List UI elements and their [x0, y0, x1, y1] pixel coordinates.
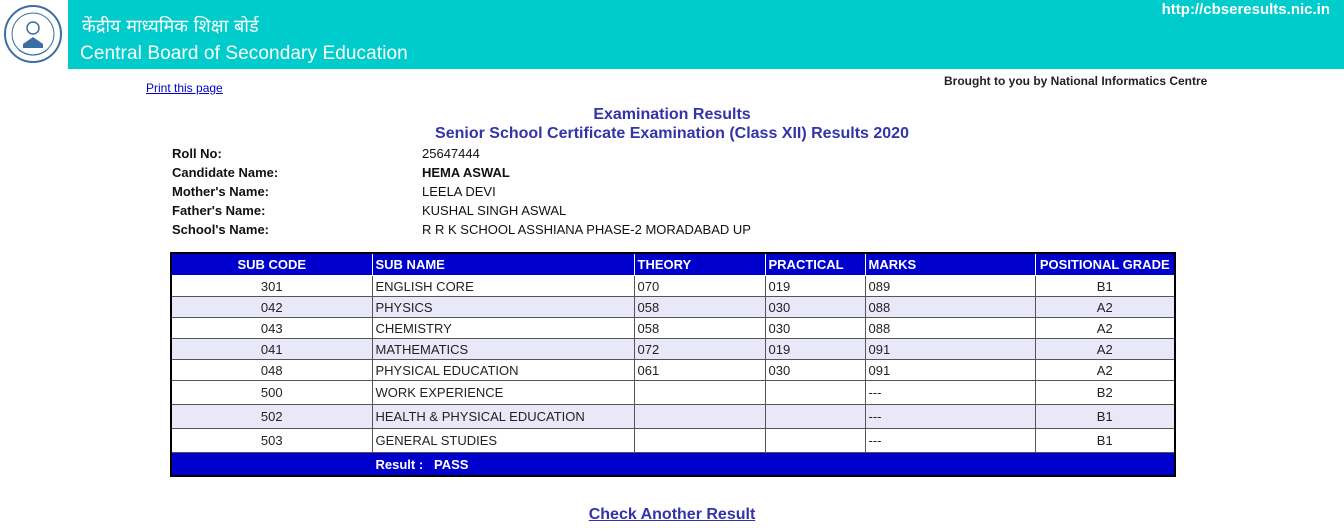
check-another-container [0, 506, 1344, 524]
table-row [171, 360, 1175, 381]
roll-no-label: Roll No: [172, 146, 222, 161]
hindi-title: केंद्रीय माध्यमिक शिक्षा बोर्ड [82, 16, 259, 37]
header-sub-code: SUB CODE [171, 253, 372, 276]
sub-name-cell: MATHEMATICS [372, 339, 634, 360]
sub-name-cell: PHYSICS [372, 297, 634, 318]
table-row [171, 318, 1175, 339]
sub-code-cell: 301 [171, 276, 372, 297]
sub-name-cell: PHYSICAL EDUCATION [372, 360, 634, 381]
practical-cell: 019 [765, 276, 865, 297]
theory-cell: 058 [634, 318, 765, 339]
practical-cell [765, 381, 865, 405]
theory-cell: 061 [634, 360, 765, 381]
print-page-link[interactable]: Print this page [146, 81, 223, 95]
marks-cell: 088 [865, 318, 1035, 339]
practical-cell: 030 [765, 360, 865, 381]
grade-cell: A2 [1035, 318, 1175, 339]
result-value: PASS [434, 456, 469, 472]
school-name-label: School's Name: [172, 222, 270, 237]
table-row [171, 405, 1175, 429]
marks-cell: 089 [865, 276, 1035, 297]
sub-name-cell: HEALTH & PHYSICAL EDUCATION [372, 405, 634, 429]
page-title: Examination Results [593, 106, 751, 123]
marks-cell: --- [865, 405, 1035, 429]
marks-cell: --- [865, 381, 1035, 405]
theory-cell [634, 405, 765, 429]
candidate-name-value: HEMA ASWAL [422, 165, 510, 180]
table-header-row [171, 253, 1175, 276]
site-header [0, 0, 1344, 69]
sub-name-cell: WORK EXPERIENCE [372, 381, 634, 405]
english-title: Central Board of Secondary Education [80, 43, 408, 64]
theory-cell: 058 [634, 297, 765, 318]
theory-cell [634, 381, 765, 405]
sub-code-cell: 041 [171, 339, 372, 360]
header-practical: PRACTICAL [765, 253, 865, 276]
practical-cell [765, 429, 865, 453]
cbse-emblem-icon [3, 4, 63, 64]
roll-no-value: 25647444 [422, 146, 480, 161]
mother-name-value: LEELA DEVI [422, 184, 496, 199]
practical-cell [765, 405, 865, 429]
table-row [171, 276, 1175, 297]
practical-cell: 019 [765, 339, 865, 360]
site-url: http://cbseresults.nic.in [1161, 1, 1330, 18]
nic-credit: Brought to you by National Informatics Centre [944, 74, 1208, 88]
grade-cell: B1 [1035, 276, 1175, 297]
result-spacer [171, 453, 372, 477]
theory-cell [634, 429, 765, 453]
table-row [171, 297, 1175, 318]
emblem-container [0, 0, 68, 69]
sub-name-cell: CHEMISTRY [372, 318, 634, 339]
sub-code-cell: 048 [171, 360, 372, 381]
father-name-label: Father's Name: [172, 203, 266, 218]
header-positional-grade: POSITIONAL GRADE [1035, 253, 1175, 276]
table-row [171, 429, 1175, 453]
practical-cell: 030 [765, 318, 865, 339]
candidate-name-label: Candidate Name: [172, 165, 279, 180]
school-name-value: R R K SCHOOL ASSHIANA PHASE-2 MORADABAD UP [422, 222, 751, 237]
theory-cell: 072 [634, 339, 765, 360]
sub-code-cell: 503 [171, 429, 372, 453]
sub-name-cell: ENGLISH CORE [372, 276, 634, 297]
grade-cell: B1 [1035, 429, 1175, 453]
header-sub-name: SUB NAME [372, 253, 634, 276]
marks-cell: 091 [865, 339, 1035, 360]
marks-cell: 091 [865, 360, 1035, 381]
marks-table [170, 252, 1176, 477]
header-marks: MARKS [865, 253, 1035, 276]
result-row [171, 453, 1175, 477]
practical-cell: 030 [765, 297, 865, 318]
check-another-result-link[interactable]: Check Another Result [588, 506, 756, 523]
mother-name-label: Mother's Name: [172, 184, 269, 199]
result-label: Result : [375, 456, 424, 472]
sub-code-cell: 502 [171, 405, 372, 429]
grade-cell: B1 [1035, 405, 1175, 429]
header-theory: THEORY [634, 253, 765, 276]
table-row [171, 381, 1175, 405]
sub-code-cell: 043 [171, 318, 372, 339]
sub-name-cell: GENERAL STUDIES [372, 429, 634, 453]
page-subtitle: Senior School Certificate Examination (Class XII) Results 2020 [435, 125, 909, 142]
table-row [171, 339, 1175, 360]
result-cell [372, 453, 1175, 477]
marks-cell: --- [865, 429, 1035, 453]
grade-cell: A2 [1035, 297, 1175, 318]
grade-cell: A2 [1035, 339, 1175, 360]
theory-cell: 070 [634, 276, 765, 297]
father-name-value: KUSHAL SINGH ASWAL [422, 203, 567, 218]
sub-code-cell: 500 [171, 381, 372, 405]
marks-cell: 088 [865, 297, 1035, 318]
grade-cell: A2 [1035, 360, 1175, 381]
grade-cell: B2 [1035, 381, 1175, 405]
sub-code-cell: 042 [171, 297, 372, 318]
